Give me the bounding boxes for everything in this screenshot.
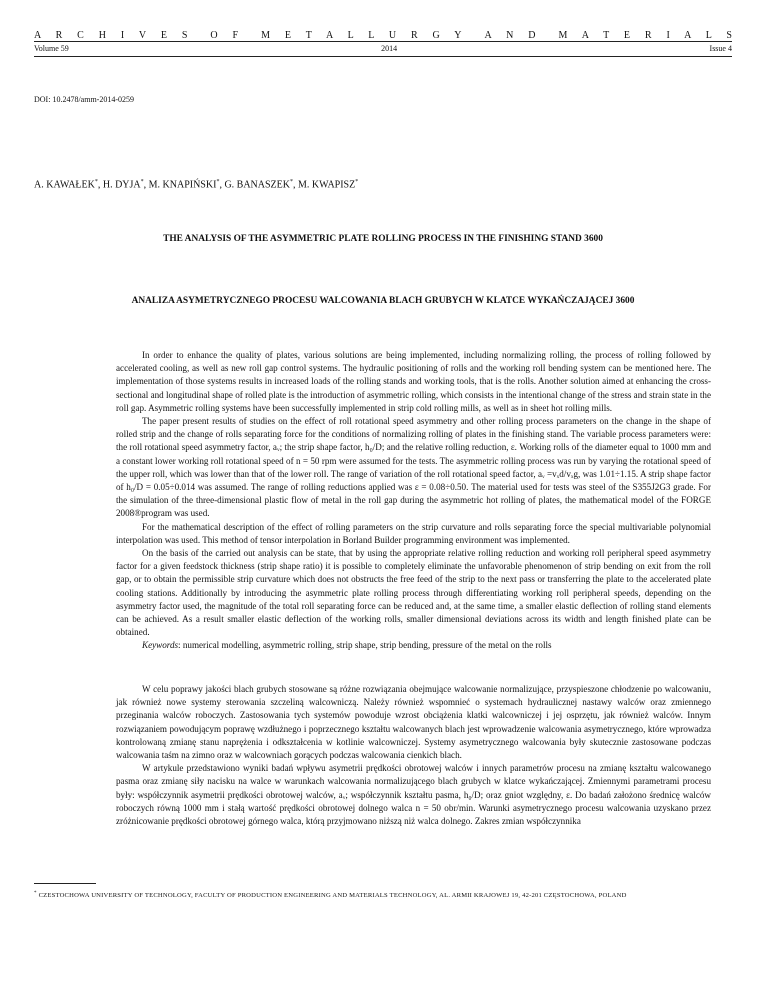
polish-abstract (116, 683, 711, 828)
journal-word: M E T A L L U R G Y (261, 30, 468, 41)
affiliation-marker: * (94, 179, 98, 185)
abstract-paragraph: For the mathematical description of the effect of rolling parameters on the strip curvature and rolls separating force the special multivariable polynomial interpolation was used. This method of tensor interpolation in Borland Builder programming environment was implemented. (116, 521, 711, 545)
polish-abstract-paragraph: W artykule przedstawiono wyniki badań wpływu asymetrii prędkości obrotowej walców i innych parametrów procesu na zmianę kształtu walcowanego pasma oraz zmianę siły nacisku na walce w warunkach walcowania normalizującego blach grubych w klatce wykańczającej. Zmiennymi parametrami procesu były: współczynnik asymetrii prędkości obrotowej walców, aᵥ; współczynnik kształtu pasma, h₀/D; oraz gniot względny, ε. Do badań założono średnicę walców roboczych równą 1000 mm i stałą wartość prędkości obrotowej dolnego walca n = 50 obr/min. Warunki asymetrycznego procesu walcowania uzyskano przez zróżnicowanie prędkości obrotowej górnego walca, którą przyjmowano niższą niż walca dolnego. Zakres zmian współczynnika (116, 763, 711, 827)
header-rule-top (34, 41, 732, 42)
journal-word: M A T E R I A L S (558, 30, 739, 41)
abstract (116, 349, 711, 653)
abstract-paragraph: On the basis of the carried out analysis can be state, that by using the appropriate relative rolling reduction and working roll peripheral speed asymmetry factor for a given feedstock thickness (strip shape ratio) it is possible to completely eliminate the unfavorable phenomenon of strip bending on exit from the roll gap, or to obtain the permissible strip curvature which does not obstructs the free feed of the strip to the next pass or transferring the plate to the accelerated plate cooling stations. Additionally by introducing the asymmetric plate rolling process through differentiating working roll peripheral speeds, depending on the asymmetry factor used, the magnitude of the total roll separating force can be reduced and, at the same time, a smaller elastic deflection of rolling stand elements can be achieved. As a result smaller elastic deflection of the working rolls, smaller dimensional deviations across its width and length finished plate can be obtained. (116, 548, 711, 638)
affiliation-marker: * (216, 179, 220, 185)
abstract-paragraph: In order to enhance the quality of plates, various solutions are being implemented, including normalizing rolling, the process of rolling followed by accelerated cooling, as well as new roll gap control systems. The hydraulic positioning of rolls and the working roll bending system can be mentioned here. The implementation of those systems results in increased loads of the rolling stands and working tools, that is the rolls. Another solution aimed at enhancing the cross-sectional and longitudinal shape of rolled plate is the introduction of asymmetric rolling, which consists in the intentional change of the stress and strain state in the roll gap. Asymmetric rolling systems have been successfully implemented in strip cold rolling mills, as well as in sheet hot rolling mills. (116, 350, 711, 413)
title-polish: ANALIZA ASYMETRYCZNEGO PROCESU WALCOWANIA BLACH GRUBYCH W KLATCE WYKAŃCZAJĄCEJ 3600 (131, 296, 635, 306)
footnote-marker: * (34, 891, 37, 896)
affiliation-marker: * (355, 179, 359, 185)
keywords-label: Keywords (142, 640, 179, 651)
footnote-text: CZESTOCHOWA UNIVERSITY OF TECHNOLOGY, FACULTY OF PRODUCTION ENGINEERING AND MATERIALS TECHNOLOGY, AL. ARMII KRAJOWEJ 19, 42-201 CZĘSTOCHOWA, POLAND (38, 892, 627, 900)
journal-name (34, 30, 739, 41)
abstract-paragraph: The paper present results of studies on the effect of roll rotational speed asymmetry and other rolling process parameters on the change in the shape of rolled strip and the change of rolls separating force for the conditions of normalizing rolling of plates in the finishing stand. The variable process parameters were: the roll rotational speed asymmetry factor, aᵥ; the strip shape factor, h₀/D; and the relative rolling reduction, ε. Working rolls of the diameter equal to 1000 mm and a constant lower working roll rotational speed of n = 50 rpm were assumed for the tests. The asymmetric rolling process was run by varying the rotational speed of the upper roll, which was lower than that of the lower roll. The range of variation of the roll rotational speed factor, aᵥ =vₓd/vₓg, was 1.01÷1.15. A strip shape factor of h₀/D = 0.05÷0.014 was assumed. The range of rolling reductions applied was ε = 0.08÷0.50. The material used for tests was steel of the S355J2G3 grade. For the simulation of the three-dimensional plastic flow of metal in the roll gap during the asymmetric hot rolling of plates, the mathematical model of the FORGE 2008®program was used. (116, 416, 711, 519)
doi: DOI: 10.2478/amm-2014-0259 (34, 95, 134, 104)
affiliation-marker: * (140, 179, 144, 185)
header-rule-bottom (34, 56, 732, 57)
issue: Issue 4 (709, 44, 732, 53)
title-english: THE ANALYSIS OF THE ASYMMETRIC PLATE ROLLING PROCESS IN THE FINISHING STAND 3600 (163, 234, 603, 244)
footnote-rule (34, 883, 96, 884)
authors: A. KAWAŁEK*, H. DYJA*, M. KNAPIŃSKI*, G. BANASZEK*, M. KWAPISZ* (34, 179, 359, 191)
journal-meta (34, 44, 732, 53)
volume: Volume 59 (34, 44, 69, 53)
year: 2014 (381, 44, 398, 53)
journal-word: A R C H I V E S (34, 30, 194, 41)
affiliation-footnote (34, 889, 732, 902)
journal-word: O F (210, 30, 245, 41)
affiliation-marker: * (290, 179, 293, 185)
journal-word: A N D (484, 30, 542, 41)
polish-abstract-paragraph: W celu poprawy jakości blach grubych stosowane są różne rozwiązania obejmujące walcowanie normalizujące, przyspieszone chłodzenie po walcowaniu, jak również nowe systemy sterowania szczeliną walcowniczą. Należy również wspomnieć o systemach hydraulicznej nastawy walców oraz zmiennego przeginania walców roboczych. Zastosowania tych systemów powoduje wzrost obciążenia klatki walcowniczej i jej osprzętu, jak również walców. Innym rozwiązaniem powodującym poprawę wzdłużnego i poprzecznego kształtu walcowanych blach jest wprowadzenie walcowania asymetrycznego, które wprowadza kontrolowaną zmianę stanu naprężenia i odkształcenia w kotlinie walcowniczej. Systemy asymetrycznego walcowania były skutecznie zastosowane podczas walcowania taśm na zimno oraz w walcowniach gorących podczas walcowania cienkich blach. (116, 684, 711, 761)
keywords-text: : numerical modelling, asymmetric rolling, strip shape, strip bending, pressure of the metal on the rolls (178, 640, 552, 651)
keywords (116, 639, 711, 652)
